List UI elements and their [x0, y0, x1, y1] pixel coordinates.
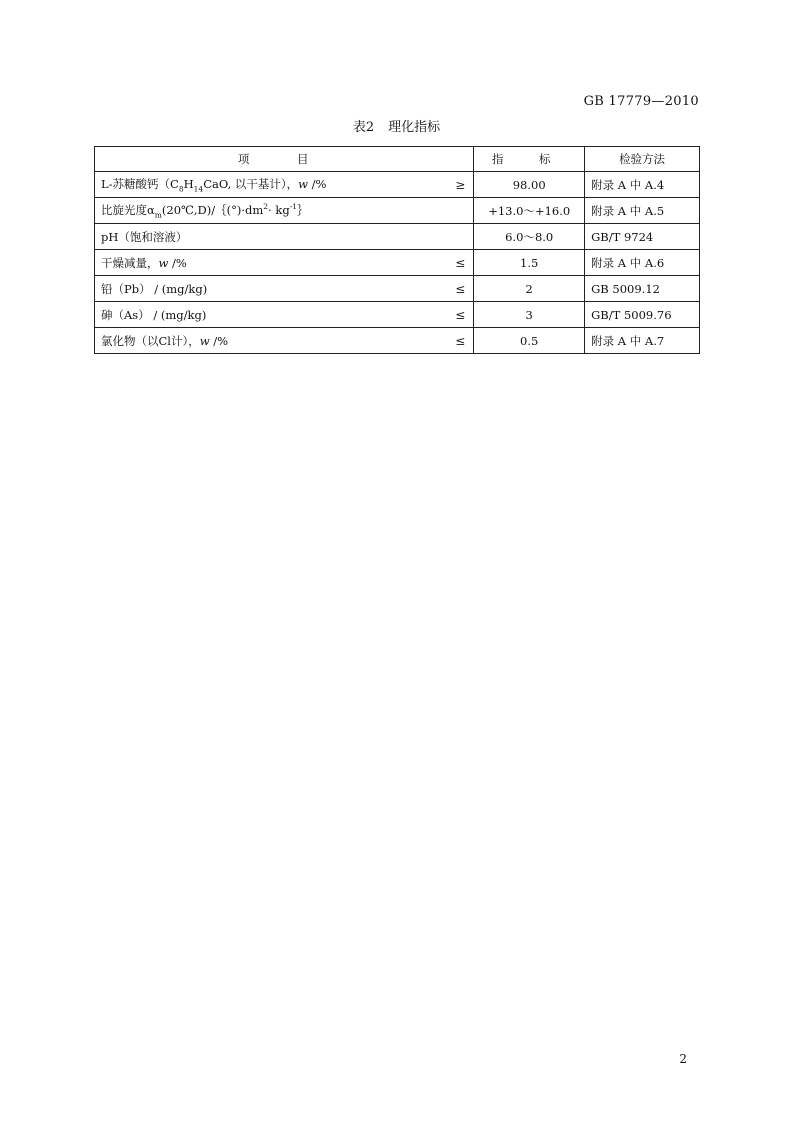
row-index-value: 0.5	[474, 328, 585, 354]
column-header-index: 指 标	[474, 147, 585, 172]
comparator-symbol: ≤	[455, 333, 466, 348]
table-row	[95, 250, 700, 276]
row-item-label: 比旋光度$\alpha_m(20℃,D)/\{(^\circ)\cdot dm^2\cdot$ $kg^{-1}\}$	[95, 198, 474, 224]
physicochemical-index-table	[94, 146, 700, 354]
row-test-method: 附录 A 中 A.7	[585, 328, 700, 354]
table-row	[95, 328, 700, 354]
row-test-method: GB/T 9724	[585, 224, 700, 250]
row-index-value: 98.00	[474, 172, 585, 198]
comparator-symbol: ≤	[455, 307, 466, 322]
column-header-item: 项 目	[95, 147, 474, 172]
row-test-method: GB/T 5009.76	[585, 302, 700, 328]
row-index-value: 6.0～8.0	[474, 224, 585, 250]
row-test-method: 附录 A 中 A.5	[585, 198, 700, 224]
row-index-value: +13.0～+16.0	[474, 198, 585, 224]
row-test-method: 附录 A 中 A.4	[585, 172, 700, 198]
row-item-label: 氯化物（以Cl计），w /% ≤	[95, 328, 474, 354]
table-row	[95, 302, 700, 328]
standard-code: GB 17779—2010	[583, 94, 699, 109]
comparator-symbol: ≤	[455, 281, 466, 296]
comparator-symbol: ≥	[455, 177, 466, 192]
page-number: 2	[679, 1052, 687, 1066]
row-index-value: 2	[474, 276, 585, 302]
row-item-label: 砷（As） / (mg/kg) ≤	[95, 302, 474, 328]
row-item-label: 干燥减量，w /% ≤	[95, 250, 474, 276]
table-caption-number: 表2	[352, 120, 375, 135]
table-row	[95, 224, 700, 250]
table-header-row	[95, 147, 700, 172]
row-item-label: L-苏糖酸钙（$C_8H_{14}CaO$, 以干基计），w /% ≥	[95, 172, 474, 198]
table-row	[95, 276, 700, 302]
table-caption	[0, 116, 793, 135]
comparator-symbol: ≤	[455, 255, 466, 270]
row-item-label: pH（饱和溶液）	[95, 224, 474, 250]
row-item-label: 铅（Pb） / (mg/kg) ≤	[95, 276, 474, 302]
table-row	[95, 198, 700, 224]
row-test-method: 附录 A 中 A.6	[585, 250, 700, 276]
table-caption-title: 理化指标	[388, 120, 441, 135]
row-index-value: 1.5	[474, 250, 585, 276]
table-row	[95, 172, 700, 198]
row-test-method: GB 5009.12	[585, 276, 700, 302]
column-header-method: 检验方法	[585, 147, 700, 172]
row-index-value: 3	[474, 302, 585, 328]
